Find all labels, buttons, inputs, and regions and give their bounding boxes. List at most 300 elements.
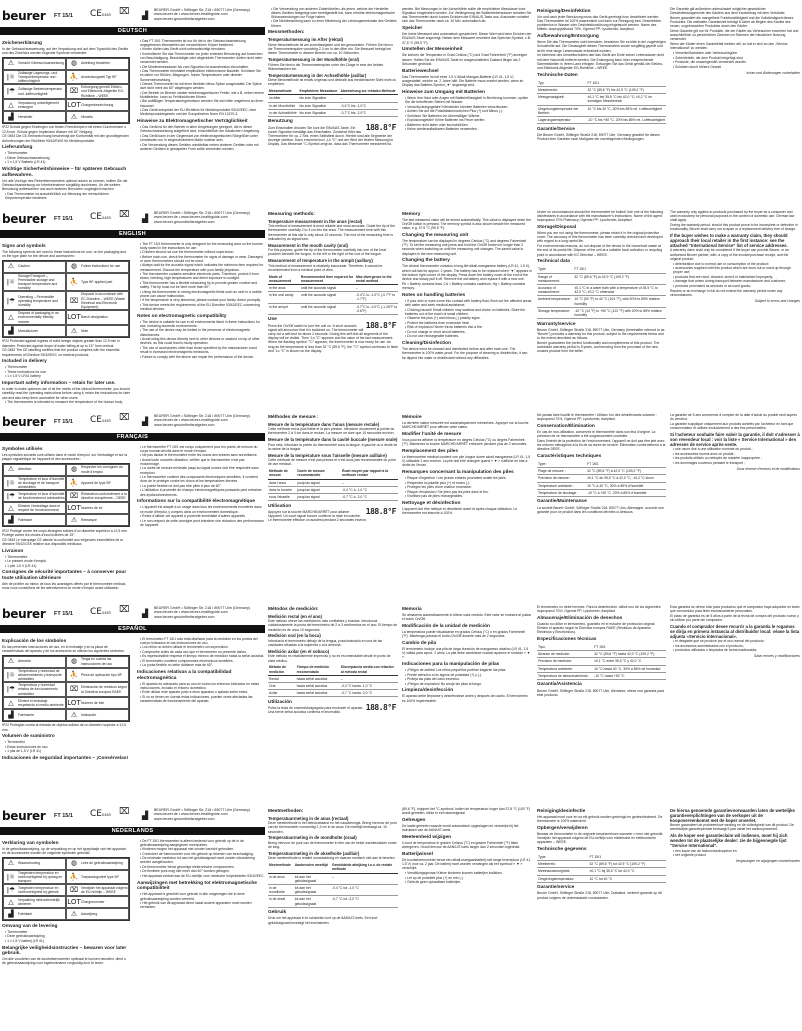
- symbol-description: Manufacturer: [18, 328, 38, 333]
- paragraph: The clinical thermometer contains a long-life alkali-manganese battery (LR 41, 1.5 V), which will last for approx. 2 years. The battery has to be replaced when “▼” appears in the bottom right corner of the display. Press down the battery cover at the end of the device and slowly pull it off. Remove the old battery and replace it with a new one.: [402, 264, 532, 282]
- text-column: [137, 636, 265, 804]
- bullet-list: [137, 125, 265, 151]
- symbol-description: Tenga en cuenta las instrucciones de uso: [81, 657, 112, 666]
- packaging-icon: △: [8, 898, 14, 907]
- address-line: BEURER GmbH • Söflinger Str. 218 • 89077 Ulm (Germany): [154, 808, 250, 812]
- text-column: [402, 209, 532, 409]
- table-row: [268, 682, 398, 689]
- list-item: • Dieses Thermometer ist mit einer flexiblen Mess-Spitze ausgestattet. Die Spitze darf nicht mehr als 60° abgebogen werden.: [140, 82, 265, 90]
- operating-icon: ǀ☂: [6, 296, 16, 305]
- table-cell: Meetnauwkeurigheid:: [537, 868, 588, 875]
- column-header: Écart moyen par rapport à la méthode rectale: [341, 468, 398, 479]
- paragraph: Appuyez sur la touche MARCHE/ARRÊT pour allumer l'appareil. Un court signal sonore confirme la mise en marche. Le thermomètre effectue un autotest pendant 2 secondes environ.: [268, 509, 368, 523]
- section-heading: Changing the measuring unit: [402, 232, 469, 238]
- list-item: • Le présent mode d'emploi: [5, 559, 130, 563]
- operating-icon: ǀ☂: [6, 886, 16, 895]
- list-item: • Compruebe antes de cada uso que el termómetro no presente daños.: [140, 650, 265, 654]
- subheading: Mesure de la température sous l'aisselle (mesure axillaire): [268, 452, 387, 458]
- paragraph: IP22 Protected against ingress of solid foreign objects greater than 12.5 mm in diameter. Protected against drops of water falling at up to 15° from vertical.: [2, 339, 120, 348]
- ce-label: CE: [90, 415, 102, 425]
- paragraph: The warranty only applies to products purchased by the buyer as a consumer and used exclusively for personal purposes in the context of domestic use. German law shall apply.: [670, 209, 795, 222]
- list-item: • ¡Peligro de asfixia! Los niños pequeños podrían tragarse las pilas.: [405, 668, 532, 672]
- address-line: www.beurer-gesundheitsratgeber.com: [154, 219, 215, 224]
- subheading: Medición rectal (en el ano): [268, 613, 322, 619]
- table-cell: in the oral cavity: [268, 292, 300, 303]
- table-cell: ±0,1 °C de 35,5 °C à 42,0 °C ; ±0,2 °C sinon: [586, 475, 666, 482]
- table-row: [537, 468, 666, 475]
- table-cell: Type:: [537, 854, 588, 861]
- column-header: Méthode de mesure: [268, 468, 296, 479]
- list-item: • el desgaste que se produce por el uso normal del producto;: [673, 639, 800, 643]
- section-heading: Important safety information – retain for later use.: [2, 381, 116, 387]
- list-item: • 1 x 1.5 V LR41 battery: [5, 374, 130, 378]
- bullet-list: [2, 930, 130, 943]
- section-heading: Speicher: [402, 25, 423, 31]
- table-row: [268, 102, 398, 109]
- address-line: www.beurer-gesundheitsratgeber.com: [154, 422, 215, 427]
- section-heading: Remarques concernant la manipulation des piles: [402, 469, 514, 475]
- ce-label: CE: [90, 9, 102, 19]
- data-table: [537, 854, 666, 883]
- list-item: • La pointe flexible ne doit pas être pliée à plus de 60°.: [140, 484, 265, 488]
- table-cell: -10 °C à +50 °C, 20% à 85% d'humidité: [586, 489, 666, 496]
- symbol-description: Toegelaten temperatuur en luchtvochtigheid bij gebruik: [18, 886, 59, 895]
- bullet-list: [670, 639, 800, 652]
- caution-icon: ⚠: [70, 516, 78, 525]
- list-item: • Proteja las pilas del calor excesivo.: [405, 677, 532, 681]
- list-item: • Estas instrucciones de uso: [5, 745, 130, 749]
- section-heading: Changing the battery: [402, 258, 450, 264]
- list-item: • Le thermomètre FT 15/1 est conçu uniquement pour les points de mesure du corps humain décrits dans le mode d'emploi.: [140, 445, 265, 453]
- list-item: • Schäden durch höhere Gewalt: [673, 65, 800, 69]
- symbol-cell: [66, 291, 129, 310]
- list-item: • Der Betrieb im Bereich starker elektromagnetischer Felder, wie z.B. neben einem Mobiltelefon, kann zu Fehlfunktionen führen.: [140, 91, 265, 99]
- paragraph: Diese Messmethode ist am zuverlässigsten und am genauesten. Führen Sie hierzu die Thermometerspitze vorsichtig 2-3 cm in den After ein. Die Messzeit beträgt bei dieser Thermometer in diesem Bereich nur ca. 10 Sekunden.: [268, 43, 393, 56]
- table-cell: Oral: [268, 682, 296, 689]
- caution-icon: ⚠: [70, 910, 78, 919]
- book-icon: ◍: [70, 657, 78, 666]
- bullet-list: [670, 262, 800, 288]
- paragraph: When you are not using the thermometer, please retain it in the original protective cover. The accuracy of this thermometer has been carefully checked and developed with regard to a long useful life.: [537, 230, 663, 244]
- table-cell: in de mondholte: [268, 884, 294, 895]
- table-cell: Alcance de medición:: [537, 651, 593, 658]
- list-item: • Thermometer: [5, 151, 130, 155]
- ce-number: 0483: [101, 419, 111, 423]
- symbol-description: Éliminer l'emballage dans le respect de l'environnement: [18, 504, 61, 513]
- section-heading: Verklaring van symbolen: [2, 840, 59, 846]
- paragraph: Dans l'intérêt de la protection de l'environnement, l'appareil ne doit pas être jeté avec les ordures ménagères à la fin de sa durée de service. Élimination conformément à la directive DEEE.: [537, 438, 666, 452]
- symbol-description: Fabricant: [18, 518, 33, 523]
- table-row: [268, 896, 398, 907]
- language-heading: ESPAÑOL: [0, 625, 265, 633]
- symbol-cell: [3, 514, 66, 526]
- section-heading: Indicaciones relativas a la compatibilidad electromagnética: [137, 669, 232, 681]
- paragraph: During the warranty period, should this product prove to be incomplete or defective in functionality, Beurer shall carry out a repair or a replacement delivery free of charge.: [670, 222, 798, 231]
- table-row: [268, 303, 398, 314]
- table-cell: im After: [268, 95, 298, 102]
- symbol-table: [2, 655, 130, 722]
- list-item: • deterioration due to normal use or consumption of the product;: [673, 262, 800, 266]
- section-heading: Opbergen/verwijderen: [537, 825, 588, 831]
- section-heading: Cleaning/Disinfection: [402, 341, 452, 346]
- section-heading: Garantie/Service: [537, 126, 575, 132]
- symbol-cell: [3, 464, 66, 476]
- table-cell: in de anus: [268, 873, 294, 884]
- column-header: Gemiddelde afwijking t.o.v. de rectale methode: [331, 862, 398, 873]
- symbol-description: Appareil de type BF: [81, 480, 111, 485]
- list-item: • Avant toute nouvelle utilisation, vérifier que le thermomètre n'est pas endommagé.: [140, 458, 265, 466]
- manufacturer-icon: ▟: [8, 326, 14, 335]
- symbol-cell: [66, 668, 129, 683]
- subheading: Measurement in the mouth cavity (oral): [268, 242, 348, 248]
- list-item: • ¡Peligro de explosión! No arroje las pilas al fuego.: [405, 682, 532, 686]
- paragraph: Om alle voordelen van de koortsthermometer optimaal te kunnen benutten, dient u de gebruiksaanwijzing voor ingebruikname zorgvuldig door te lezen.: [2, 957, 126, 966]
- section-heading: Utilización: [268, 699, 292, 705]
- section-heading: Memoria: [402, 606, 422, 612]
- subheading: Si l'acheteur souhaite faire valoir la garantie, il doit s'adresser à son revendeur local : voir la liste « Service International » des adresses de service après-vente.: [670, 431, 800, 447]
- section-heading: Méthodes de mesure :: [268, 414, 319, 420]
- manufacturer-icon: ▟: [8, 910, 14, 919]
- address-line: www.beurer-gesundheitsratgeber.com: [154, 614, 215, 619]
- symbol-cell: [3, 273, 66, 292]
- paragraph: Pour cela, introduire la pointe du thermomètre sous la langue, à gauche ou à droite de la racine de la langue.: [268, 442, 398, 451]
- storage-icon: ǀ☼: [6, 478, 16, 487]
- language-section-français: [0, 412, 802, 602]
- table-cell: tot aan het geluidssignaal: [294, 884, 331, 895]
- paragraph: El termómetro no debe hervirse. Para la desinfección, utilice uno de los siguientes: Isopropanol 70%, Ogemst PP, Lysoformin, Aseptisol.: [537, 604, 662, 613]
- table-row: [537, 296, 666, 307]
- list-item: • Zubehörteile, die dem Produkt beigefügt sind: [673, 56, 800, 60]
- list-item: • Avoid using this device directly next to other devices or stacked on top of other devices, as this could lead to faulty operation.: [140, 337, 265, 345]
- symbol-description: Hinweis: [81, 114, 93, 119]
- model-name: FT 15/1: [54, 13, 73, 19]
- table-row: [537, 117, 666, 124]
- symbol-description: Temperatura y humedad de almacenamiento y transporte admisibles: [18, 668, 62, 681]
- paragraph: Das Thermometer ist mit einer 1,5 V Alkali-Mangan-Batterie (LR 41, 1,5 V) ausgestattet, welche ca. 2 Jahre hält. Die Batterie muss ersetzt werden, wenn im Display das Batterie-Symbol „▼“ angezeigt wird.: [402, 74, 524, 88]
- section-heading: Reinigung/Desinfektion: [537, 8, 591, 14]
- model-name: FT 15/1: [54, 611, 73, 617]
- table-row: [537, 854, 666, 861]
- symbol-cell: [66, 656, 129, 668]
- symbol-cell: [3, 84, 66, 99]
- section-header: [2, 412, 264, 432]
- list-item: • Das FT 15/1 Thermometer ist nur für die in der Gebrauchsanweisung angegebenen Messstellen am menschlichen Körper bestimmt.: [140, 39, 265, 47]
- section-heading: Umstellen der Messeinheit: [402, 47, 463, 53]
- paragraph: Se almacena automáticamente el último valor medido. Este valor se muestra al pulsar el botón On/Off.: [402, 612, 532, 621]
- packaging-icon: △: [8, 504, 14, 513]
- manufacturer-address: [154, 808, 266, 821]
- list-item: • Observe the plus (+) and minus (-) polarity signs.: [405, 316, 532, 320]
- symbol-cell: [3, 884, 66, 896]
- paragraph: CE 0483 The CE labelling certifies that the product complies with the essential requirements of Directive 93/42/EEC on medical products.: [2, 348, 120, 357]
- list-item: • products purchased as seconds or as used goods;: [673, 284, 800, 288]
- section-heading: Utilisation: [268, 503, 292, 509]
- section-header: [2, 209, 264, 229]
- table-cell: -0,4 °C tot -1,0 °C: [331, 884, 398, 895]
- section-heading: Nettoyage et désinfection: [402, 500, 461, 506]
- book-icon: ◍: [70, 465, 78, 474]
- table-cell: Meetbereik:: [537, 861, 588, 868]
- list-item: • Los niños no deben utilizar el termómetro sin supervisión.: [140, 645, 265, 649]
- section-header: [2, 604, 264, 624]
- list-item: • Ne pas laisser le thermomètre entre les mains des enfants sans surveillance.: [140, 453, 265, 457]
- table-header-row: [268, 468, 398, 479]
- column-header: Empfohlene Messdauer: [299, 89, 338, 94]
- table-row: [537, 644, 666, 651]
- table-cell: FT 15/1: [588, 854, 666, 861]
- table-cell: until the acoustic signal: [300, 284, 355, 291]
- list-item: • Verstikkingsgevaar! Kleine kinderen kunnen batterijen inslikken.: [405, 871, 532, 875]
- table-cell: FT 15/1: [573, 266, 666, 273]
- symbol-description: Chargenummer: [81, 900, 105, 905]
- symbol-description: Verwijder het apparaat volgens de EU-richtlijn – WEEE: [81, 886, 128, 895]
- paragraph: En las presentes instrucciones de uso, en el embalaje y en la placa de características del aparato y de los accesorios se utilizan los siguientes símbolos:: [2, 644, 125, 653]
- bullet-list: [137, 839, 265, 879]
- book-icon: ◍: [70, 262, 78, 271]
- ce-number: 0483: [101, 813, 111, 817]
- section-heading: Notes on electromagnetic compatibility: [137, 313, 227, 319]
- section-heading: Technische Daten: [537, 72, 578, 78]
- symbol-cell: [66, 884, 129, 896]
- list-item: • damage that arises during transport between manufacturer and customer;: [673, 279, 800, 283]
- manufacturer-address: [154, 8, 266, 21]
- text-column: [537, 209, 666, 409]
- list-item: • Das Gerät kann in der Gegenwart von elektromagnetischen Störgrößen unter Umständen nur in eingeschränktem Maße nutzbar sein.: [140, 134, 265, 142]
- list-item: • Explosionsgefahr! Keine Batterien ins Feuer werfen.: [405, 118, 532, 122]
- table-cell: 32 °C (89,6 °F) hasta 42,9 °C (109,2 °F): [593, 651, 666, 658]
- list-item: • Gebruik geen oplaadbare batterijen.: [405, 880, 532, 884]
- storage-icon: ǀ☼: [6, 277, 16, 286]
- symbol-description: Disposal in accordance with EC Directive – WEEE (Waste Electrical and Electronic Equipment): [81, 292, 126, 310]
- section-heading: Signs and symbols: [2, 243, 46, 249]
- table-row: [537, 665, 666, 672]
- column-header: Mode of measurement: [268, 274, 300, 285]
- text-column: [537, 412, 666, 602]
- section-heading: Explicación de los símbolos: [2, 638, 67, 644]
- text-column: [137, 241, 265, 409]
- section-heading: Notes on handling batteries: [402, 292, 466, 298]
- symbol-description: Attention: [18, 467, 32, 472]
- subheading: Temperatuurmeting in de mondholte (oraal): [268, 835, 357, 841]
- symbol-description: Fabrikant: [18, 912, 33, 917]
- paragraph: La temperatura puede visualizarse en grados Celsius (°C) o en grados Fahrenheit (°F). Mantenga pulsado el botón On/Off durante más de 2 segundos.: [402, 629, 526, 638]
- table-cell: until the acoustic signal: [300, 303, 355, 314]
- table-cell: jusqu'au signal: [296, 479, 341, 486]
- list-item: • Bei auffälligen Temperaturergebnissen wenden Sie sich bitte umgehend an Ihren Hausarzt.: [140, 99, 265, 107]
- section-heading: Belangrijke veiligheidsinstructies – bewaren voor later gebruik.: [2, 945, 127, 957]
- list-item: • De thermometer bevat gevoelige elektronische componenten.: [140, 865, 265, 869]
- address-line: www.beurer.de • www.beurer-healthguide.com: [154, 418, 228, 423]
- lcd-display-illustration: 188.8°F: [365, 321, 396, 331]
- table-cell: Précision de mesure :: [537, 475, 586, 482]
- bullet-list: [402, 668, 532, 686]
- list-item: • accessories supplied with this product which are worn out or used up through proper use;: [673, 266, 800, 274]
- list-item: • Preste atención a los signos de polaridad (+) y (-).: [405, 673, 532, 677]
- bf-icon: ⛹: [69, 670, 79, 679]
- language-section-english: [0, 209, 802, 409]
- section-heading: Aufbewahrung/Entsorgung: [537, 34, 599, 39]
- table-cell: –: [331, 873, 398, 884]
- address-line: BEURER GmbH • Söflinger Str. 218 • 89077 Ulm (Germany): [154, 414, 250, 418]
- section-heading: Storage/Disposal: [537, 224, 577, 230]
- list-item: • The thermometer contains sensitive electronic parts. Therefore, protect it from blows, bending, high temperatures and direct exposure to sunlight.: [140, 272, 265, 280]
- subheading: De hierna genoemde garantievoorwaarden laten de wettelijke garantieverplichtingen van de verkoper uit de koopovereenkomst met de koper onverlet.: [670, 807, 795, 823]
- bullet-list: [2, 365, 130, 378]
- table-row: [537, 475, 666, 482]
- table-cell: FT 15/1: [593, 644, 666, 651]
- table-cell: hasta señal acústica: [296, 675, 340, 682]
- text-column: [2, 838, 130, 1028]
- text-column: [402, 806, 532, 1028]
- list-item: • The thermometer is intended to measure the temperature of the human body.: [5, 400, 130, 404]
- symbol-cell: [66, 502, 129, 514]
- text-column: [670, 806, 800, 1028]
- caution-icon: ⚠: [7, 859, 15, 868]
- text-column: [670, 6, 800, 206]
- bullet-list: [2, 192, 130, 200]
- symbol-description: Caution: [18, 264, 30, 269]
- list-item: • Thermometer: [5, 930, 130, 934]
- list-item: • Schützen Sie Batterien vor übermäßiger Wärme.: [405, 114, 532, 118]
- table-cell: Messbereich:: [537, 87, 587, 94]
- table-cell: Messgenauigkeit:: [537, 94, 587, 105]
- column-header: Max divergence to the rectal method: [355, 274, 398, 285]
- paragraph: Pulse la tecla de encendido/apagado para encender el aparato. Una breve señal acústica confirma el encendido.: [268, 706, 364, 715]
- text-column: [2, 38, 130, 206]
- table-header-row: [268, 862, 398, 873]
- table-row: [537, 94, 666, 105]
- column-header: Messmethode: [268, 88, 298, 95]
- brand-logo: beurer: [2, 9, 46, 23]
- language-section-nederlands: [0, 806, 802, 1028]
- table-row: [268, 292, 398, 303]
- table-cell: 32 °C (89,6 °F) tot 42,9 °C (109,2 °F): [588, 861, 666, 868]
- symbol-table: [2, 260, 130, 338]
- list-item: • Produkte, die unsachgemäß verwendet wurden: [673, 60, 800, 64]
- bullet-list: [137, 892, 265, 909]
- model-name: FT 15/1: [54, 216, 73, 222]
- paragraph: Druk om het apparaat in te schakelen kort op de AAN/UIT-toets. Een kort geluidssignaal bevestigt het inschakelen.: [268, 916, 378, 925]
- manufacturer-icon: ▟: [8, 516, 14, 525]
- list-item: • De minimale meetduur tot aan het geluidssignaal moet zonder uitzondering worden aangehouden.: [140, 856, 265, 864]
- list-item: • Die Verwendung dieses Gerätes unmittelbar neben anderen Geräten oder mit anderen Geräten in gestapelter Form sollte vermieden werden.: [140, 143, 265, 151]
- symbol-cell: [3, 325, 66, 337]
- list-item: • Failure to comply with the above can impair the performance of the device.: [140, 355, 265, 359]
- column-header: Meetmethode: [268, 862, 294, 873]
- paragraph: Um alle Vorzüge des Fieberthermometers optimal nutzen zu können, sollten Sie die Gebrauchsanweisung vor Inbetriebnahme sorgfältig durchlesen, für die weitere Benutzung aufbewahren und auch anderen Benutzern zugänglich machen.: [2, 178, 128, 192]
- data-table: [537, 644, 666, 680]
- list-item: • 1 x 1,5 V Batterie (LR 41): [5, 160, 130, 164]
- table-cell: –: [340, 95, 398, 102]
- data-table: [537, 266, 666, 319]
- list-item: • Achten Sie auf die Polaritätskennzeichen Plus (+) und Minus (-).: [405, 109, 532, 113]
- paragraph: Sie können die Temperatur in Grad Celsius (°C) und Grad Fahrenheit (°F) anzeigen lassen. Halten Sie die EIN/AUS-Taste im ausgeschalteten Zustand länger als 2 Sekunden gedrückt.: [402, 53, 528, 66]
- symbol-description: Vorsicht Gebrauchsanweisung: [18, 61, 64, 66]
- table-cell: Rectal: [268, 675, 296, 682]
- paragraph: Im Interesse des Umweltschutzes darf das Gerät am Ende seiner Lebensdauer nicht mit dem Hausmüll entfernt werden. Die Entsorgung kann über entsprechende Sammelstellen in Ihrem Land erfolgen. Entsorgen Sie das Gerät gemäß der Elektro- und Elektronik Altgeräte EG-Richtlinie – WEEE.: [537, 53, 664, 70]
- list-item: • Le non-respect de cette consigne peut entraîner une réduction des performances de l'appareil.: [140, 519, 265, 527]
- paragraph: Beurer garandeert de probleemloze werking en de volledigheid van dit product. De wereldwijde garantieperiode bedraagt 5 jaar vanaf het aankoopmoment.: [670, 823, 794, 832]
- list-item: • Si no se tienen en cuenta estas indicaciones, pueden verse afectadas las características de funcionamiento del aparato.: [140, 695, 265, 703]
- manufacturer-icon: ▟: [142, 417, 149, 426]
- address-line: BEURER GmbH • Söflinger Str. 218 • 89077 Ulm (Germany): [154, 606, 250, 610]
- bullet-list: [268, 7, 398, 28]
- table-row: [537, 482, 666, 489]
- symbol-table: [2, 857, 130, 922]
- symbol-cell: [3, 709, 66, 721]
- table-cell: –: [341, 479, 398, 486]
- section-heading: Wichtige Sicherheitshinweise – für späteren Gebrauch aufbewahren.: [2, 167, 127, 178]
- section-heading: Zeichenerklärung: [2, 40, 42, 46]
- symbol-description: Dispose of packaging in an environmentally friendly manner: [18, 311, 59, 324]
- table-row: [537, 489, 666, 496]
- weee-icon: ⌧: [69, 492, 79, 501]
- paragraph: Vous pouvez afficher la température en degrés Celsius (°C) ou degrés Fahrenheit (°F). Maintenez la touche MARCHE/ARRÊT enfoncée pendant plus de 2 secondes.: [402, 437, 528, 446]
- paragraph: La garantie s'applique uniquement aux produits achetés par l'acheteur en tant que consommateur et utilisés exclusivement à des fins personnelles.: [670, 421, 794, 430]
- symbol-description: Batch designation: [81, 315, 108, 320]
- paragraph: CE 0483 Die CE-Kennzeichnung bescheinigt die Konformität mit den grundlegenden Anforderungen der Richtlinie 93/42/EWG für Medizinprodukte.: [2, 134, 129, 143]
- list-item: • Verschluckungsgefahr! Kleinkinder könnten Batterien verschlucken.: [405, 105, 532, 109]
- section-header: [2, 6, 264, 26]
- footnote: Vergissingen en wijzigingen voorbehouden: [735, 859, 800, 864]
- column-header: Abweichung zur rektalen Methode: [340, 88, 398, 95]
- bullet-list: [402, 476, 532, 498]
- section-heading: Use: [268, 317, 277, 323]
- paragraph: Diese Messmethode ist relativ ungenau und deshalb aus medizinischer Sicht nicht zu empfehlen.: [268, 78, 396, 87]
- model-name: FT 15/1: [54, 813, 73, 819]
- manufacturer-icon: ▟: [142, 811, 149, 820]
- weee-icon: ⌧: [69, 886, 79, 895]
- symbol-description: Numéro de lot: [81, 506, 103, 511]
- column-header: Tiempo de medición recomendado: [296, 664, 340, 675]
- symbol-cell: [3, 291, 66, 310]
- table-cell: Typ:: [537, 80, 587, 87]
- footnote: Sous réserve d'erreurs et de modifications: [736, 466, 800, 471]
- symbol-cell: [66, 261, 129, 273]
- symbol-cell: [3, 99, 66, 111]
- data-table: [268, 468, 398, 501]
- list-item: • een kopie van de factuur/aankoopbon en: [673, 849, 800, 853]
- paragraph: Beurer GmbH, Söflinger Straße 218, 89077 Ulm, Germany (hereinafter referred to as “Beurer”) provides a warranty for this product, subject to the requirements below and to the extent described as follows.: [537, 327, 665, 341]
- section-heading: Especificaciones técnicas: [537, 636, 597, 642]
- list-item: • Risk of explosion! Never throw batteries into a fire.: [405, 325, 532, 329]
- address-line: www.beurer.de • www.beurer-healthguide.com: [154, 610, 228, 615]
- table-cell: Ambient temperature:: [537, 296, 573, 307]
- table-row: [268, 109, 398, 116]
- paragraph: (89,6 °F), knippert het °C-symbool. Indien de temperatuur hoger dan 37,8 °C (100 °F) wordt gemeten, klinkt er een alarmsignaal.: [402, 806, 531, 815]
- list-item: • Thermometer: [5, 365, 130, 369]
- table-cell: FT 15/1: [586, 461, 666, 468]
- section-heading: Indicaciones para la manipulación de pilas: [402, 661, 500, 667]
- section-heading: Aanwijzingen met betrekking tot elektromagnetische compatibiliteit: [137, 880, 257, 892]
- paragraph: Führen Sie hierzu die Thermometerspitze unter der Zunge in eine der beiden Wärmetaschen ein.: [268, 62, 384, 71]
- manufacturer-icon: ▟: [8, 112, 14, 121]
- caution-icon: ⚠: [70, 326, 78, 335]
- paragraph: Wenn der Käufer einen Garantiefall melden will, so hat er sich an den „Service International“ zu wenden.: [670, 42, 788, 51]
- symbol-cell: [3, 908, 66, 920]
- paragraph: De laatst gemeten waarde wordt automatisch opgeslagen en verschijnt bij het indrukken van de AAN/UIT-toets.: [402, 823, 519, 832]
- bf-icon: ⛹: [69, 872, 79, 881]
- table-cell: in de oksel: [268, 896, 294, 907]
- bullet-list: [402, 96, 532, 131]
- section-heading: Measuring methods:: [268, 211, 315, 217]
- section-heading: Mémoire: [402, 414, 422, 420]
- paragraph: A warranty claim shall only be considered if the buyer can provide Beurer, or an authorised Beurer partner, with: a copy of the invoice/purchase receipt, and the original product.: [670, 248, 789, 261]
- list-item: • Het apparaat voldoet aan de EU-richtlijn voor medische hulpmiddelen 93/42/EEC.: [140, 874, 265, 878]
- lot-icon: LOT: [67, 313, 81, 322]
- table-cell: Température ambiante :: [537, 482, 586, 489]
- data-table: [268, 664, 398, 697]
